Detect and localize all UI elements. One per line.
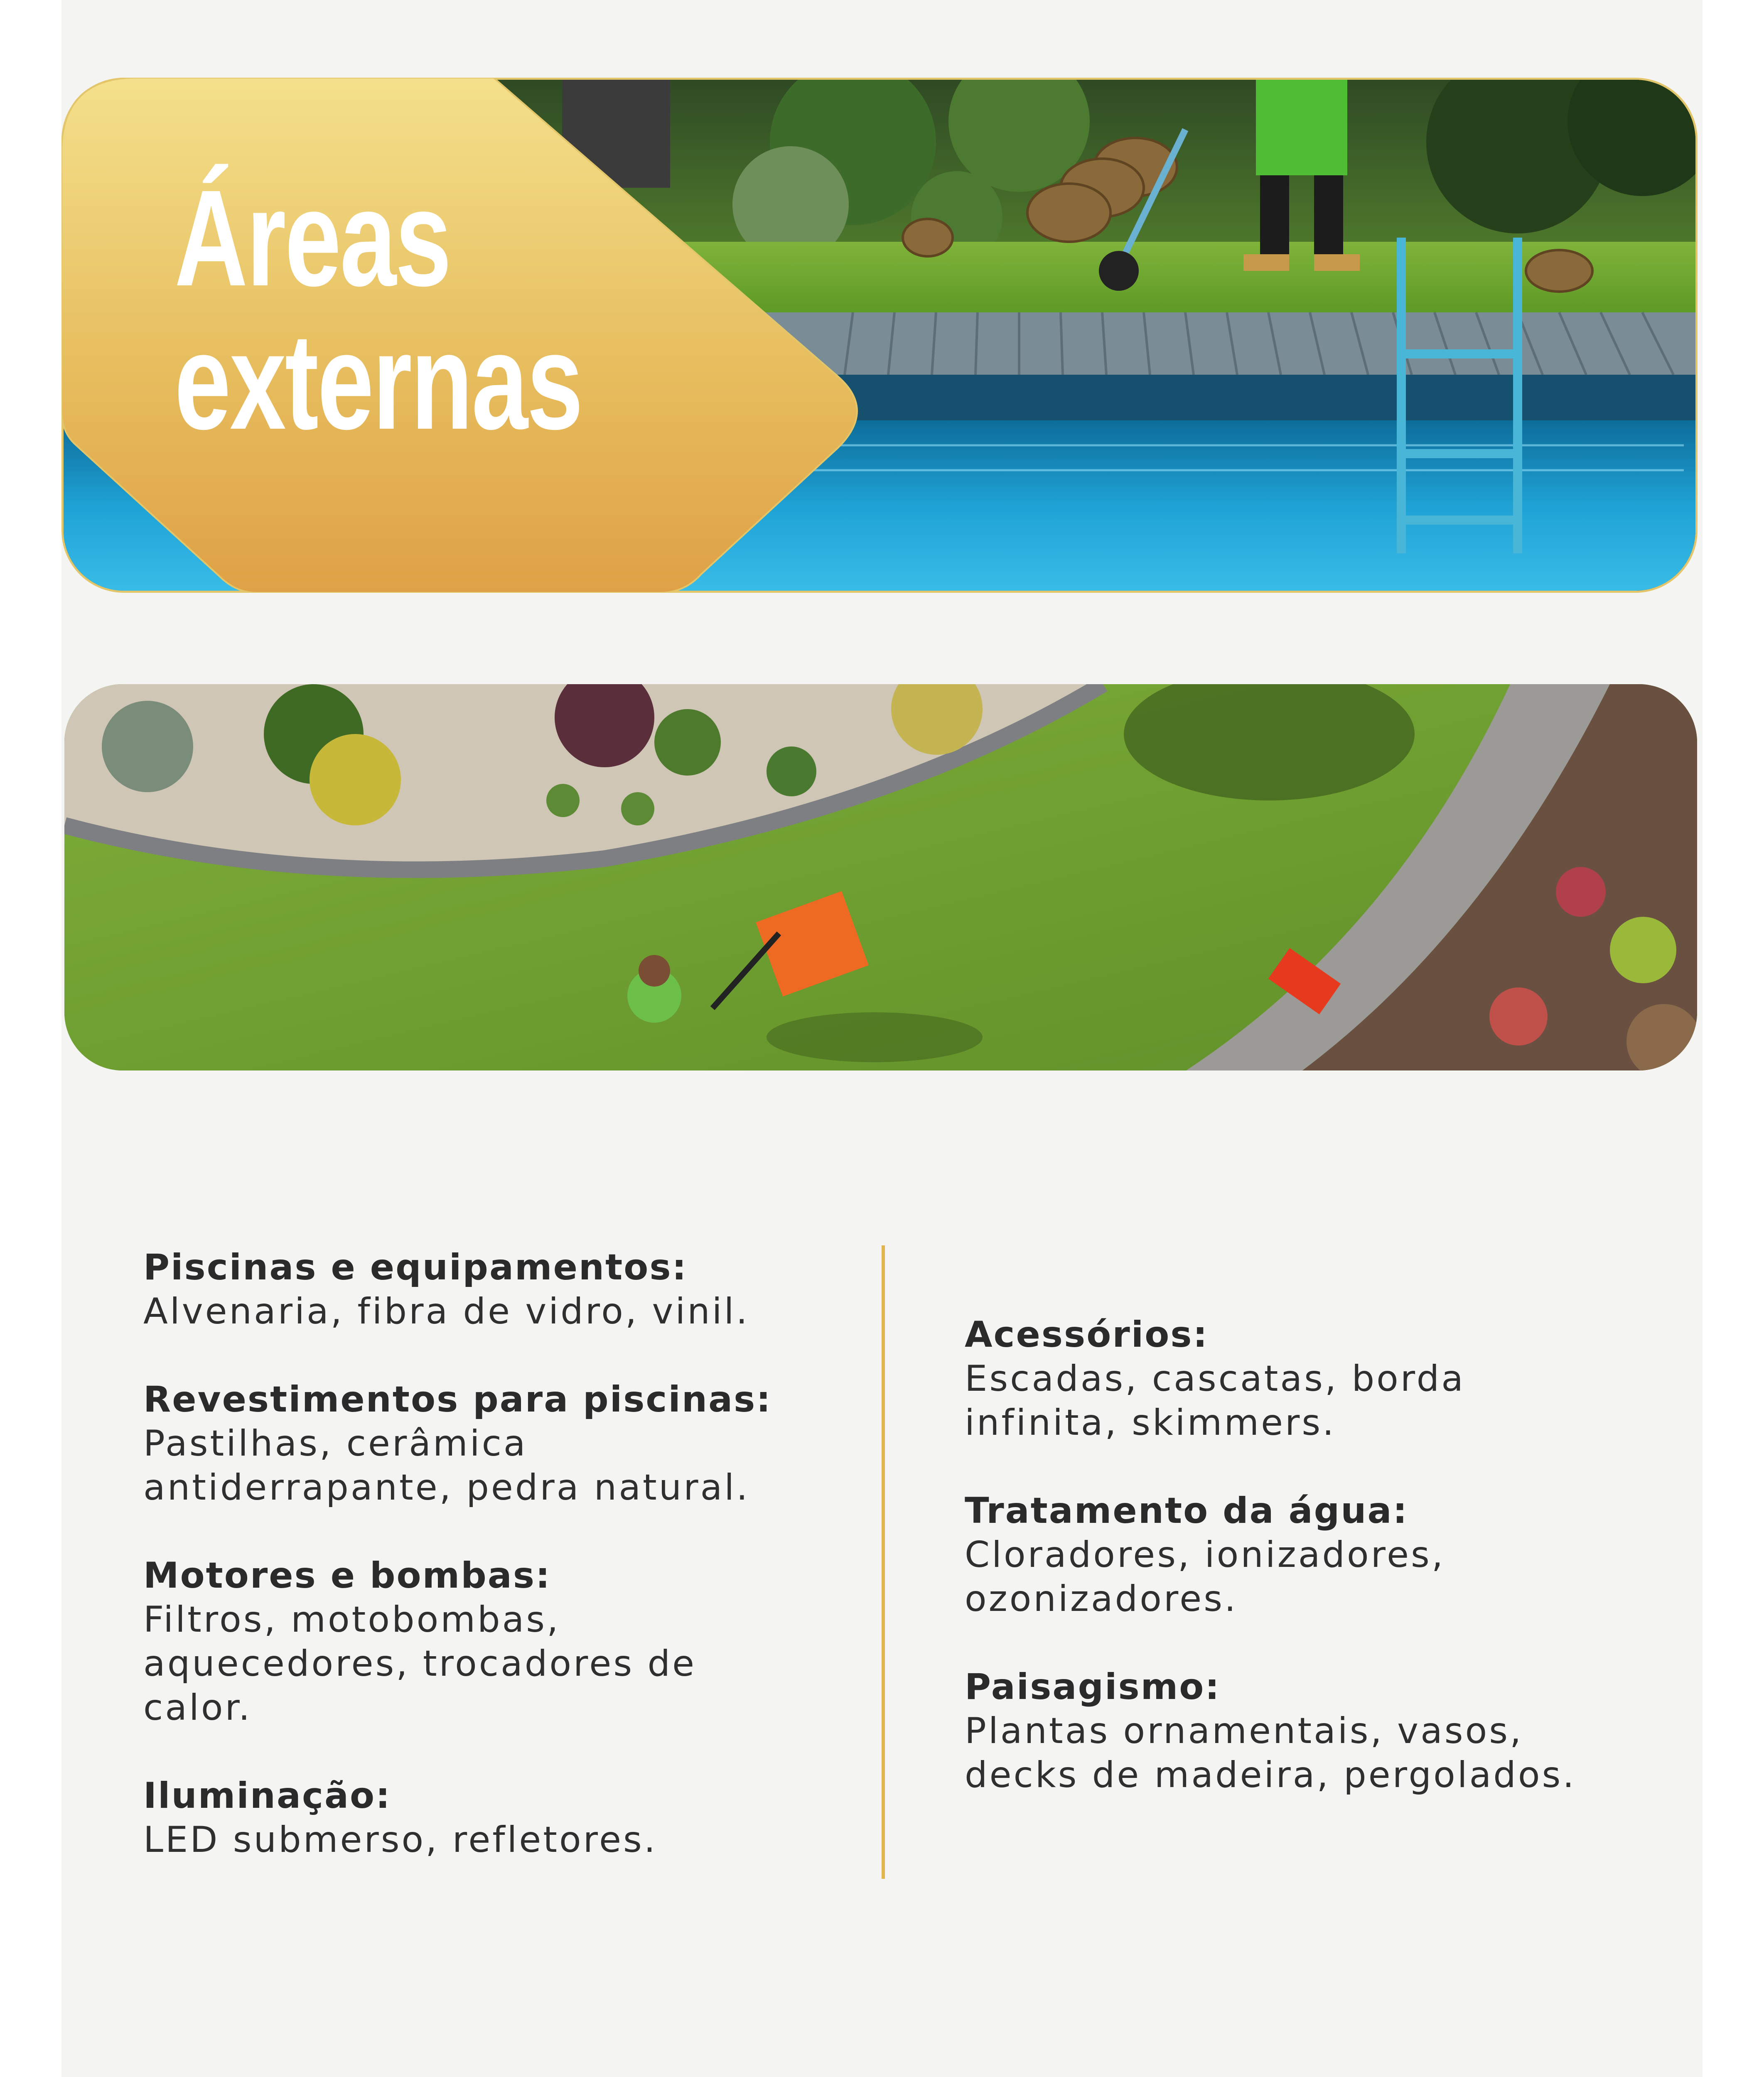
item-text: Plantas ornamentais, vasos, — [965, 1710, 1523, 1752]
item-title: Motores e bombas: — [143, 1555, 551, 1596]
page-title — [174, 161, 582, 458]
item-title: Paisagismo: — [965, 1666, 1221, 1708]
item-text: LED submerso, refletores. — [143, 1819, 658, 1861]
page-title-line2: externas — [174, 304, 582, 458]
page-title-line1: Áreas — [174, 161, 451, 314]
aerial-lawn-illustration — [64, 684, 1697, 1070]
list-item-tratamento — [965, 1489, 1671, 1621]
right-column — [965, 1313, 1671, 1841]
list-item-acessorios — [965, 1313, 1671, 1445]
item-text: Pastilhas, cerâmica — [143, 1423, 528, 1464]
item-text: decks de madeira, pergolados. — [965, 1754, 1576, 1796]
item-text: Alvenaria, fibra de vidro, vinil. — [143, 1291, 749, 1332]
item-text: Escadas, cascatas, borda — [965, 1358, 1465, 1399]
list-item-iluminacao — [143, 1774, 858, 1862]
item-text: antiderrapante, pedra natural. — [143, 1467, 750, 1508]
item-title: Tratamento da água: — [965, 1490, 1408, 1532]
item-title: Iluminação: — [143, 1775, 391, 1817]
list-item-motores — [143, 1554, 858, 1730]
item-title: Acessórios: — [965, 1314, 1209, 1355]
item-text: Cloradores, ionizadores, — [965, 1534, 1445, 1576]
item-text: ozonizadores. — [965, 1578, 1238, 1620]
item-text: aquecedores, trocadores de — [143, 1643, 696, 1684]
list-item-paisagismo — [965, 1665, 1671, 1797]
list-item-revestimentos — [143, 1377, 858, 1510]
list-item-piscinas — [143, 1245, 858, 1333]
item-text: calor. — [143, 1687, 252, 1728]
item-title: Piscinas e equipamentos: — [143, 1247, 688, 1288]
item-text: Filtros, motobombas, — [143, 1599, 560, 1640]
item-text: infinita, skimmers. — [965, 1402, 1336, 1444]
item-title: Revestimentos para piscinas: — [143, 1379, 772, 1420]
left-column — [143, 1245, 858, 1906]
column-divider — [882, 1245, 885, 1879]
lawn-photo — [64, 684, 1697, 1070]
